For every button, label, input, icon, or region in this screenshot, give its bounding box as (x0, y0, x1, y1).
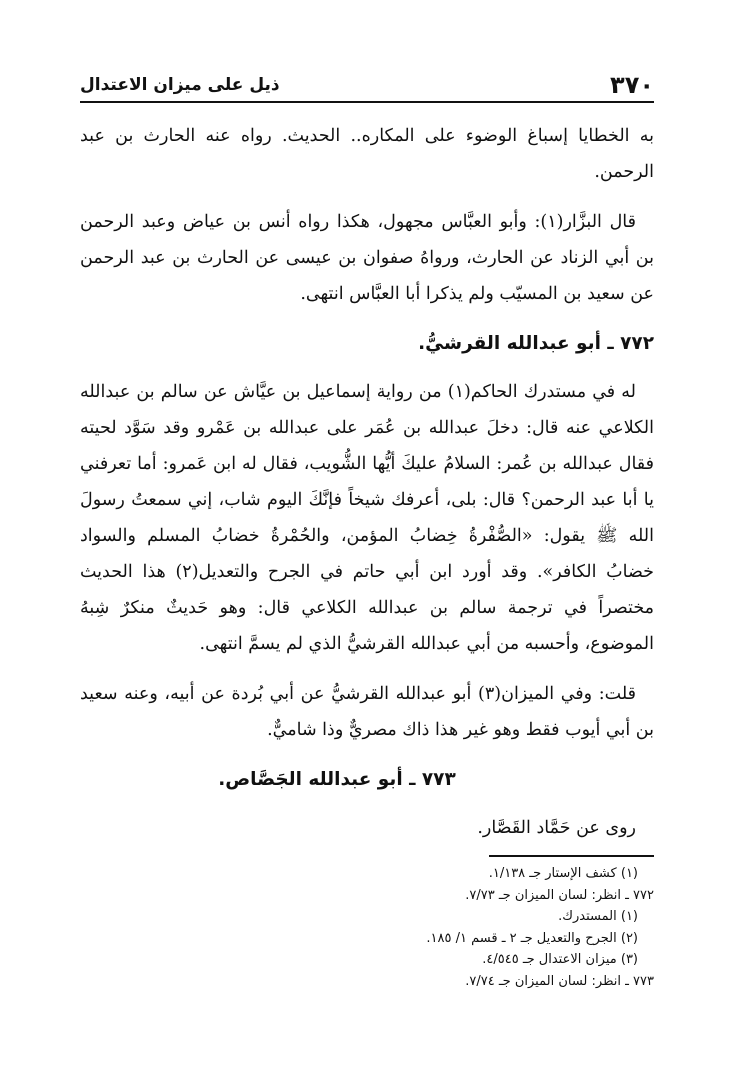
footnote: ٧٧٣ ـ انظر: لسان الميزان جـ ٧/٧٤. (465, 973, 654, 989)
paragraph: به الخطايا إسباغ الوضوء على المكاره.. الحديث. رواه عنه الحارث بن عبد الرحمن. (80, 126, 654, 182)
page-number: ٣٧٠ (610, 71, 654, 99)
entry-heading-773: ٧٧٣ ـ أبو عبدالله الجَصَّاص. (218, 769, 456, 790)
paragraph: قال البزَّار(١): وأبو العبَّاس مجهول، هكذا رواه أنس بن عياض وعبد الرحمن بن أبي الزناد عن الحارث، ورواهُ صفوان بن عيسى عن الحارث بن عبد الرحمن عن سعيد بن المسيّب ولم يذكرا أبا العبَّاس انتهى. (80, 212, 654, 304)
page-header (80, 70, 654, 100)
footnote: ٧٧٢ ـ انظر: لسان الميزان جـ ٧/٧٣. (465, 887, 654, 903)
entry-heading-772: ٧٧٢ ـ أبو عبدالله القرشيُّ. (418, 333, 654, 354)
footnote: (٣) ميزان الاعتدال جـ ٤/٥٤٥. (482, 952, 638, 967)
footnotes (200, 863, 654, 992)
footnote-rule (489, 855, 654, 857)
running-title: ذيل على ميزان الاعتدال (80, 75, 280, 95)
footnote: (١) كشف الإستار جـ ١/١٣٨. (488, 866, 638, 881)
paragraph: له في مستدرك الحاكم(١) من رواية إسماعيل بن عيَّاش عن سالم بن عبدالله الكلاعي عنه قال: دخلَ عبدالله بن عُمَر على عبدالله بن عَمْرو وقد سَوَّد لحيته فقال عبدالله بن عُمر: السلامُ عليكَ أيُّها الشُّويب، فقال له ابن عَمرو: أما تعرفني يا أبا عبد الرحمن؟ قال: بلى، أعرفك شيخاً فإنَّكَ اليوم شاب، إني سمعتُ رسولَ الله ﷺ يقول: «الصُّفْرةُ خِضابُ المؤمن، والحُمْرةُ خضابُ المسلم والسواد خضابُ الكافر». وقد أورد ابن أبي حاتم في الجرح والتعديل(٢) هذا الحديث مختصراً في ترجمة سالم بن عبدالله الكلاعي قال: وهو حَديثٌ منكرٌ شِبهُ الموضوع، وأحسبه من أبي عبدالله القرشيُّ الذي لم يسمَّ انتهى. (80, 382, 654, 654)
header-rule (80, 101, 654, 103)
paragraph: روى عن حَمَّاد القَصَّار. (477, 818, 636, 838)
main-text (80, 118, 654, 860)
footnote: (١) المستدرك. (558, 909, 638, 924)
footnote: (٢) الجرح والتعديل جـ ٢ ـ قسم ١/ ١٨٥. (426, 930, 638, 946)
paragraph: قلت: وفي الميزان(٣) أبو عبدالله القرشيُّ عن أبي بُردة عن أبيه، وعنه سعيد بن أبي أيوب فقط وهو غير هذا ذاك مصريٌّ وذا شاميٌّ. (80, 684, 654, 740)
